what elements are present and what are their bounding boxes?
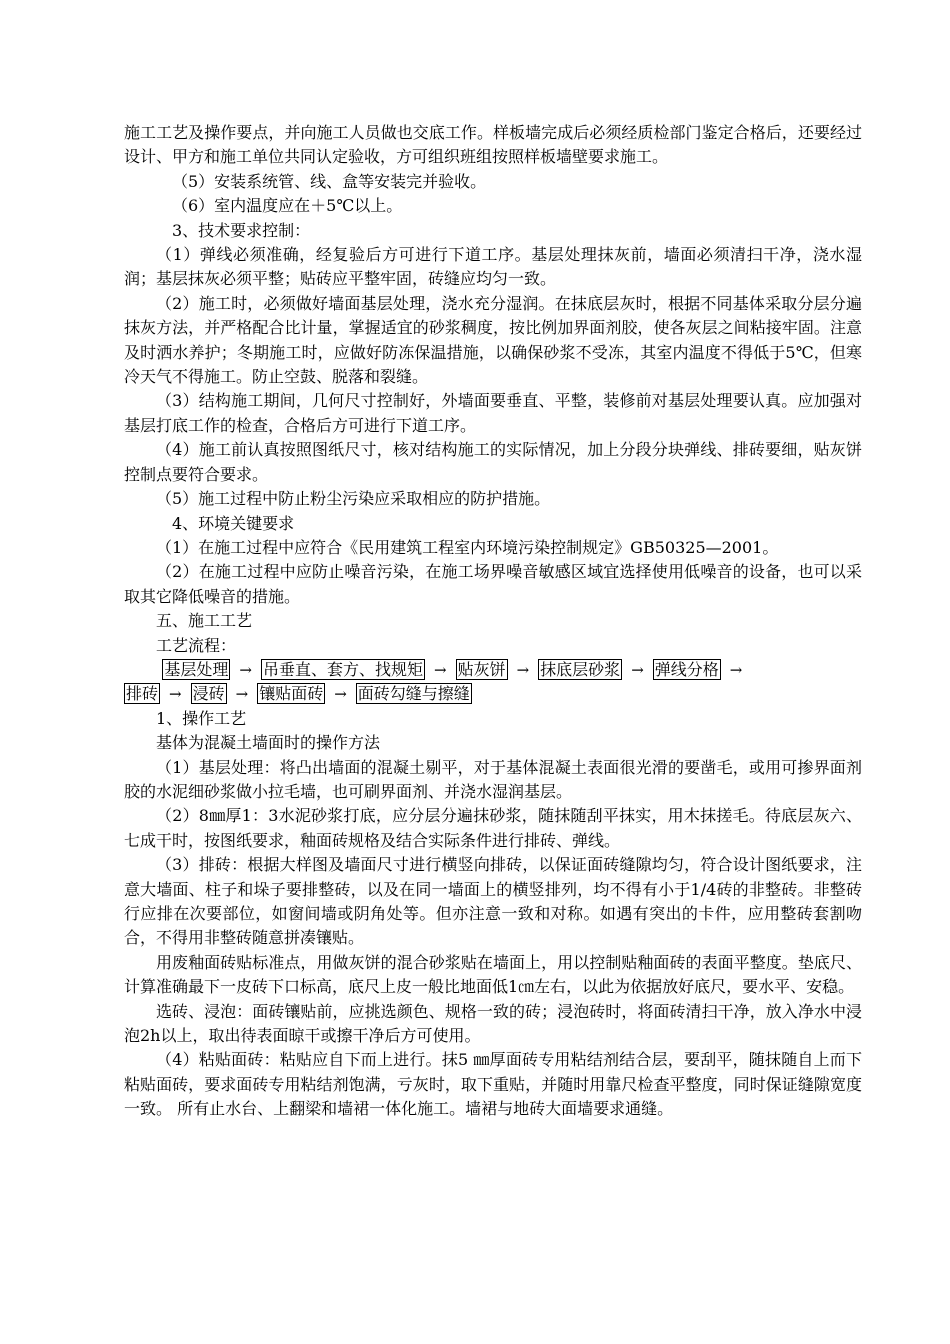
body-text-top xyxy=(124,121,862,658)
paragraph: （2）施工时，必须做好墙面基层处理，浇水充分湿润。在抹底层灰时，根据不同基体采取分层分遍抹灰方法，并严格配合比计量，掌握适宜的砂浆稠度，按比例加界面剂胶，使各灰层之间粘接牢固。注意及时洒水养护；冬期施工时，应做好防冻保温措施，以确保砂浆不受冻，其室内温度不得低于5℃，但寒冷天气不得施工。防止空鼓、脱落和裂缝。 xyxy=(124,293,862,387)
arrow-right-icon: → xyxy=(516,660,530,679)
paragraph: （2）8㎜厚1：3水泥砂浆打底，应分层分遍抹砂浆，随抹随刮平抹实，用木抹搓毛。待底层灰六、七成干时，按图纸要求，釉面砖规格及结合实际条件进行排砖、弹线。 xyxy=(124,806,862,850)
flow-step: 基层处理 xyxy=(164,659,229,679)
paragraph: 施工工艺及操作要点，并向施工人员做也交底工作。样板墙完成后必须经质检部门鉴定合格后，还要经过设计、甲方和施工单位共同认定验收，方可组织班组按照样板墙壁要求施工。 xyxy=(124,123,862,167)
arrow-right-icon: → xyxy=(729,660,743,679)
arrow-right-icon: → xyxy=(334,685,347,704)
flow-step: 吊垂直、套方、找规矩 xyxy=(262,659,423,679)
flow-step: 贴灰饼 xyxy=(457,659,506,679)
flow-step: 排砖 xyxy=(126,684,159,704)
body-text-bottom xyxy=(124,707,862,1122)
paragraph: 用废釉面砖贴标准点，用做灰饼的混合砂浆贴在墙面上，用以控制贴釉面砖的表面平整度。垫底尺、计算准确最下一皮砖下口标高，底尺上皮一般比地面低1㎝左右，以此为依据放好底尺，要水平、安稳。 xyxy=(124,952,862,997)
paragraph: （3）排砖：根据大样图及墙面尺寸进行横竖向排砖，以保证面砖缝隙均匀，符合设计图纸要求，注意大墙面、柱子和垛子要排整砖，以及在同一墙面上的横竖排列，均不得有小于1/4砖的非整砖。非整砖行应排在次要部位，如窗间墙或阴角处等。但亦注意一致和对称。如遇有突出的卡件，应用整砖套割吻合，不得用非整砖随意拼凑镶贴。 xyxy=(124,855,862,948)
arrow-right-icon: → xyxy=(631,660,644,679)
flow-line-1 xyxy=(124,658,862,682)
section-heading: 1、操作工艺 xyxy=(156,708,247,728)
paragraph: （1）在施工过程中应符合《民用建筑工程室内环境污染控制规定》GB50325—2001。 xyxy=(156,537,779,557)
document-page xyxy=(124,121,862,1122)
flow-line-2 xyxy=(124,682,862,706)
paragraph: 选砖、浸泡：面砖镶贴前，应挑选颜色、规格一致的砖；浸泡砖时，将面砖清扫干净，放入净水中浸泡2h以上，取出待表面晾干或擦干净后方可使用。 xyxy=(124,1001,862,1046)
section-heading: 4、环境关键要求 xyxy=(172,513,295,533)
paragraph: （1）弹线必须准确，经复验后方可进行下道工序。基层处理抹灰前，墙面必须清扫干净，浇水湿润；基层抹灰必须平整；贴砖应平整牢固，砖缝应均匀一致。 xyxy=(124,245,862,289)
paragraph: （3）结构施工期间，几何尺寸控制好，外墙面要垂直、平整，装修前对基层处理要认真。应加强对基层打底工作的检查，合格后方可进行下道工序。 xyxy=(124,391,862,435)
arrow-right-icon: → xyxy=(434,660,447,679)
paragraph: （6）室内温度应在＋5℃以上。 xyxy=(172,196,403,216)
flow-step: 弹线分格 xyxy=(654,659,719,679)
paragraph: （2）在施工过程中应防止噪音污染，在施工场界噪音敏感区域宜选择使用低噪音的设备，也可以采取其它降低噪音的措施。 xyxy=(124,562,862,606)
process-flow xyxy=(124,658,862,707)
arrow-right-icon: → xyxy=(239,660,252,679)
flow-step: 抹底层砂浆 xyxy=(540,659,621,679)
paragraph: （5）安装系统管、线、盒等安装完并验收。 xyxy=(172,171,487,191)
section-heading: 3、技术要求控制： xyxy=(172,220,311,240)
flow-step: 面砖勾缝与擦缝 xyxy=(357,684,470,704)
paragraph: （1）基层处理：将凸出墙面的混凝土剔平，对于基体混凝土表面很光滑的要凿毛，或用可掺界面剂胶的水泥细砂浆做小拉毛墙，也可刷界面剂、并浇水湿润基层。 xyxy=(124,757,862,801)
paragraph: （4）粘贴面砖：粘贴应自下而上进行。抹5 ㎜厚面砖专用粘结剂结合层，要刮平，随抹随自上而下粘贴面砖，要求面砖专用粘结剂饱满，亏灰时，取下重贴，并随时用靠尺检查平整度，同时保证缝隙宽度一致。 所有止水台、上翻梁和墙裙一体化施工。墙裙与地砖大面墙要求通缝。 xyxy=(124,1050,862,1119)
subheading: 基体为混凝土墙面时的操作方法 xyxy=(156,733,381,753)
flow-heading: 工艺流程： xyxy=(156,635,237,655)
arrow-right-icon: → xyxy=(169,685,182,704)
paragraph: （4）施工前认真按照图纸尺寸，核对结构施工的实际情况，加上分段分块弹线、排砖要细，贴灰饼控制点要符合要求。 xyxy=(124,440,862,484)
flow-step: 浸砖 xyxy=(192,684,225,704)
arrow-right-icon: → xyxy=(235,685,249,704)
flow-step: 镶贴面砖 xyxy=(259,684,324,704)
paragraph: （5）施工过程中防止粉尘污染应采取相应的防护措施。 xyxy=(156,489,551,509)
chapter-heading: 五、施工工艺 xyxy=(156,611,253,631)
